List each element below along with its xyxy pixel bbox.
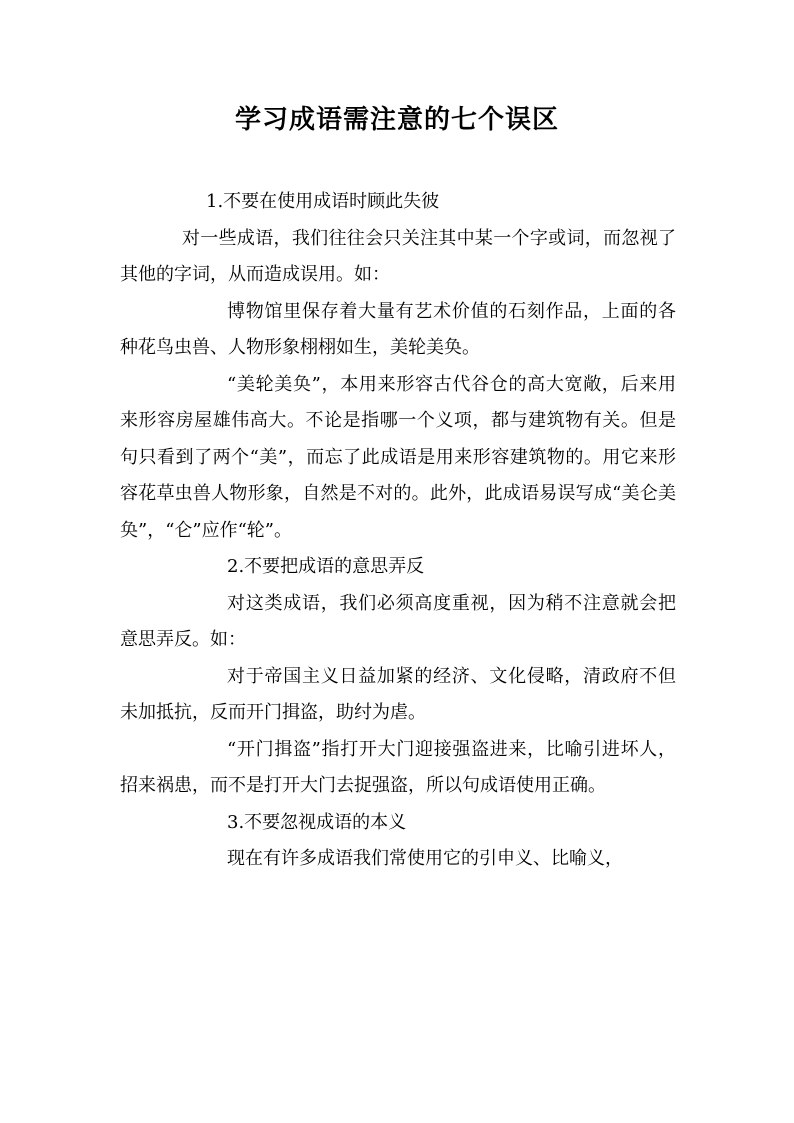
section-2-heading: 2.不要把成语的意思弄反 <box>227 556 425 577</box>
section-1-explanation: “美轮美奂”，本用来形容古代谷仓的高大宽敞，后来用来形容房屋雄伟高大。不论是指哪一个义项，都与建筑物有关。但是句只看到了两个“美”，而忘了此成语是用来形容建筑物的。用它来形容花草虫兽人物形象，自然是不对的。此外，此成语易误写成“美仑美奂”，“仑”应作“轮”。 <box>120 373 676 541</box>
section-3-intro: 现在有许多成语我们常使用它的引申义、比喻义， <box>227 848 623 869</box>
section-1-example: 博物馆里保存着大量有艺术价值的石刻作品，上面的各种花鸟虫兽、人物形象栩栩如生，美轮美奂。 <box>120 300 676 358</box>
document-title: 学习成语需注意的七个误区 <box>234 105 559 135</box>
section-2-example: 对于帝国主义日益加紧的经济、文化侵略，清政府不但未加抵抗，反而开门揖盗，助纣为虐。 <box>120 665 676 723</box>
document-body <box>120 184 676 878</box>
section-1-heading: 1.不要在使用成语时顾此失彼 <box>206 191 440 212</box>
section-3-heading: 3.不要忽视成语的本义 <box>227 811 407 833</box>
section-1-intro: 对一些成语，我们往往会只关注其中某一个字或词，而忽视了其他的字词，从而造成误用。如： <box>120 227 676 285</box>
section-2-explanation: “开门揖盗”指打开大门迎接强盗进来，比喻引进坏人，招来祸患，而不是打开大门去捉强盗，所以句成语使用正确。 <box>120 738 676 796</box>
section-2-intro: 对这类成语，我们必须高度重视，因为稍不注意就会把意思弄反。如： <box>120 592 676 650</box>
